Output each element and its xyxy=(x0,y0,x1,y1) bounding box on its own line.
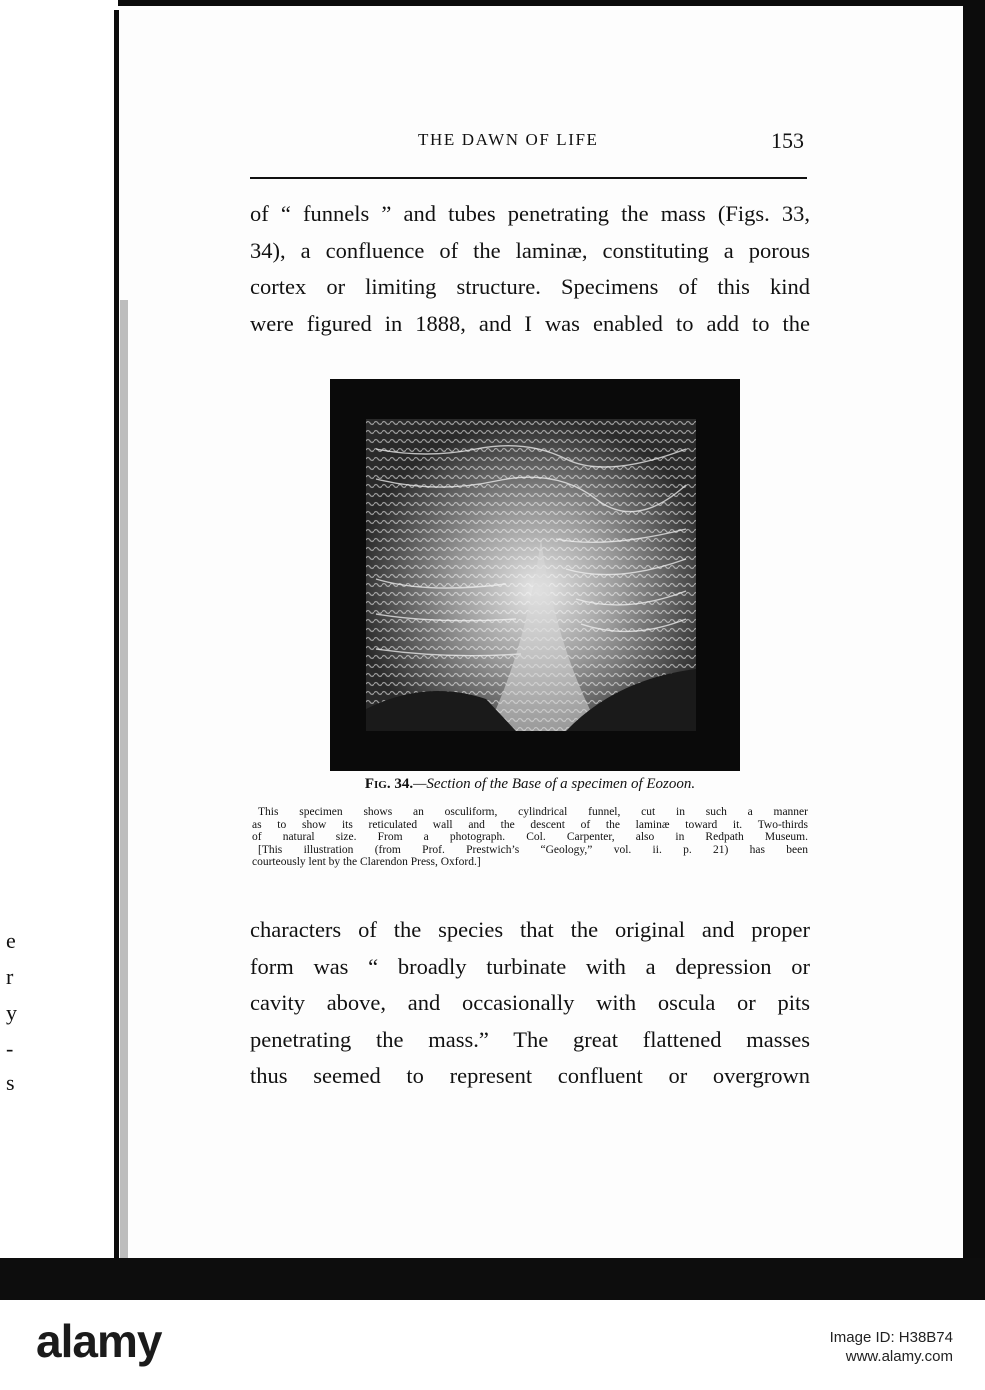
figure-title: —Section of the Base of a specimen of Eozoon. xyxy=(413,776,696,792)
stock-id-block xyxy=(830,1328,953,1366)
text-line: 34), a confluence of the laminæ, constituting a porous xyxy=(250,237,810,263)
text-line: cavity above, and occasionally with oscula or pits xyxy=(250,990,810,1015)
page-number: 153 xyxy=(771,128,804,153)
margin-fragment: - xyxy=(6,1036,14,1061)
margin-fragment: r xyxy=(6,964,14,989)
figure-label: Fig. 34. xyxy=(364,776,414,792)
body-paragraph-bottom xyxy=(250,912,810,1095)
caption-line: [This illustration (from Prof. Prestwich’s “Geology,” vol. ii. p. 21) has been xyxy=(258,843,808,856)
running-title: THE DAWN OF LIFE xyxy=(418,130,599,149)
page-header xyxy=(250,128,810,158)
image-id: Image ID: H38B74 xyxy=(829,1329,953,1346)
stock-watermark-bar xyxy=(0,1300,985,1390)
text-line: cortex or limiting structure. Specimens of this kind xyxy=(250,274,810,299)
text-line: form was “ broadly turbinate with a depression or xyxy=(250,953,810,979)
eozoon-section-image xyxy=(366,419,696,731)
alamy-logo: alamy xyxy=(36,1315,162,1367)
header-rule xyxy=(250,177,807,179)
scan-bottom-edge xyxy=(0,1258,985,1300)
margin-fragment: y xyxy=(6,1000,17,1025)
text-line: thus seemed to represent confluent or overgrown xyxy=(250,1063,810,1088)
text-line: penetrating the mass.” The great flattened masses xyxy=(250,1026,810,1052)
scan-edge-top xyxy=(0,0,985,6)
gutter-shadow xyxy=(120,300,128,1260)
gutter-line xyxy=(114,10,119,1265)
text-line: characters of the species that the original and proper xyxy=(250,917,810,942)
facing-page-edge xyxy=(0,0,118,1270)
caption-line: as to show its reticulated wall and the descent of the laminæ toward it. Two-thirds xyxy=(252,818,808,831)
margin-fragment: e xyxy=(6,928,16,953)
caption-line: courteously lent by the Clarendon Press, Oxford.] xyxy=(252,856,481,868)
text-line: of “ funnels ” and tubes penetrating the mass (Figs. 33, xyxy=(250,201,810,226)
figure-caption-title xyxy=(250,776,810,793)
scan-edge-right xyxy=(963,0,985,1280)
caption-line: of natural size. From a photograph. Col. Carpenter, also in Redpath Museum. xyxy=(252,831,808,843)
stock-url: www.alamy.com xyxy=(845,1348,953,1365)
caption-line: This specimen shows an osculiform, cylindrical funnel, cut in such a manner xyxy=(258,806,808,818)
figure-photograph xyxy=(330,379,740,771)
text-line: were figured in 1888, and I was enabled to add to the xyxy=(250,310,810,336)
body-paragraph-top xyxy=(250,196,810,342)
margin-fragment: s xyxy=(6,1070,15,1095)
figure-caption-body xyxy=(252,806,808,869)
